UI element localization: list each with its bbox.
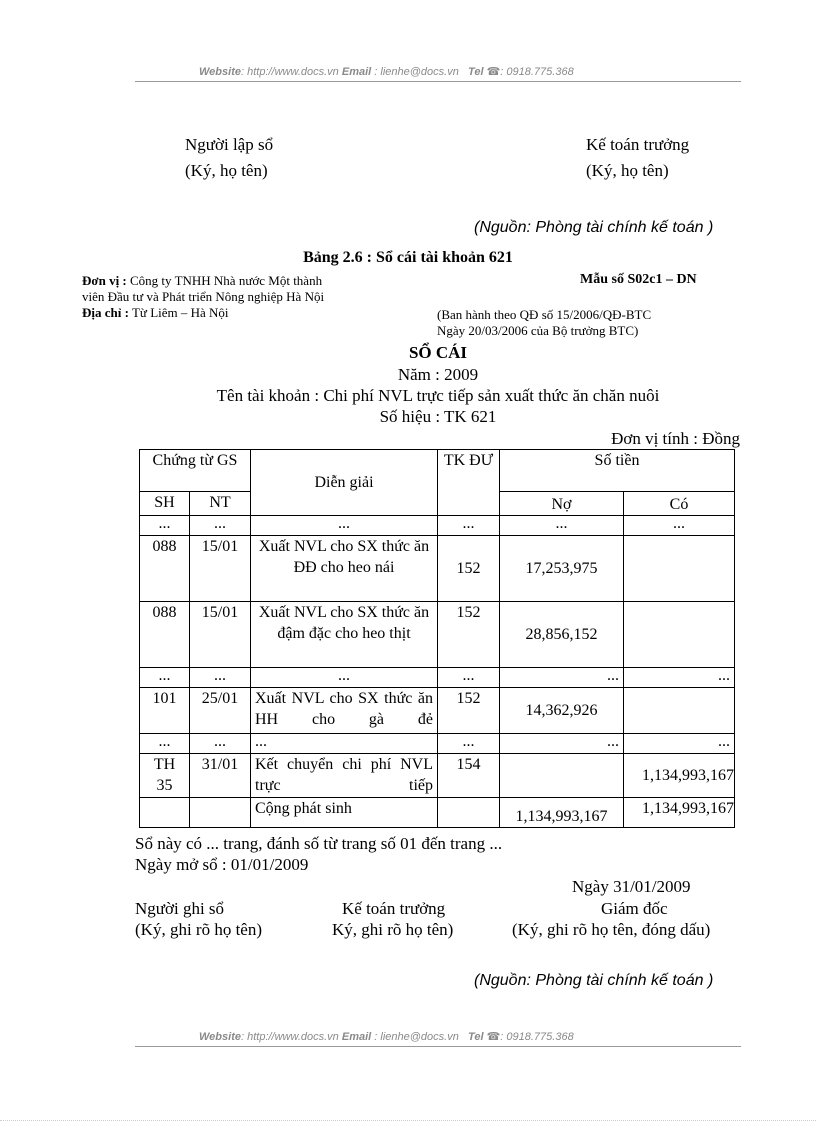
phone-icon: ☎: [486, 66, 501, 78]
header-sh: SH: [140, 492, 190, 516]
cell-tk: 152: [438, 536, 500, 602]
source-note: (Nguồn: Phòng tài chính kế toán ): [474, 219, 714, 236]
table-row: [140, 668, 735, 688]
cell-debit: 17,253,975: [500, 536, 624, 602]
cell-debit: [500, 754, 624, 798]
sign-date: Ngày 31/01/2009: [572, 877, 691, 896]
top-left-sign-note: (Ký, họ tên): [185, 161, 268, 180]
table-row: [140, 602, 735, 668]
cell-nt: 25/01: [190, 688, 251, 734]
phone-icon: ☎: [486, 1031, 501, 1043]
cell-tk: ...: [438, 668, 500, 688]
tel-label: Tel: [468, 66, 484, 78]
header-nt: NT: [190, 492, 251, 516]
top-right-sign-title: Kế toán trưởng: [586, 135, 690, 154]
cell-credit: ...: [624, 668, 735, 688]
cell-desc: Xuất NVL cho SX thức ăn ĐĐ cho heo nái: [251, 536, 438, 602]
cell-debit: 1,134,993,167: [500, 798, 624, 828]
tel-value: : 0918.775.368: [500, 1031, 574, 1043]
page-header: [199, 65, 574, 78]
form-code: Mẫu số S02c1 – DN: [580, 272, 697, 287]
cell-tk: ...: [438, 734, 500, 754]
cell-debit: 14,362,926: [500, 688, 624, 734]
cell-desc: ...: [251, 668, 438, 688]
cell-credit: [624, 536, 735, 602]
cell-debit: 28,856,152: [500, 602, 624, 668]
cell-nt: 31/01: [190, 754, 251, 798]
cell-sh: 088: [140, 602, 190, 668]
table-row: [140, 734, 735, 754]
cell-nt: 15/01: [190, 602, 251, 668]
table-total-row: [140, 798, 735, 828]
cell-sh: TH 35: [140, 754, 190, 798]
cell-sh: [140, 798, 190, 828]
cell-sh: ...: [140, 734, 190, 754]
top-left-sign-title: Người lập sổ: [185, 135, 274, 154]
ledger-table: [139, 449, 735, 828]
header-credit: Có: [624, 492, 735, 516]
footer-rule: [135, 1046, 741, 1047]
website-url[interactable]: : http://www.docs.vn: [240, 1031, 339, 1043]
email-value[interactable]: : lienhe@docs.vn: [374, 66, 459, 78]
chief-title: Kế toán trưởng: [342, 899, 446, 918]
cell-desc: Xuất NVL cho SX thức ăn đậm đặc cho heo thịt: [251, 602, 438, 668]
cell-sh: 101: [140, 688, 190, 734]
unit-value-2: viên Đầu tư và Phát triển Nông nghiệp Hà Nội: [82, 289, 325, 304]
email-label: Email: [341, 1031, 372, 1043]
cell-tk: [438, 798, 500, 828]
recorder-note: (Ký, ghi rõ họ tên): [135, 920, 263, 939]
email-label: Email: [341, 66, 372, 78]
director-title: Giám đốc: [601, 899, 668, 918]
open-date: Ngày mở sổ : 01/01/2009: [135, 855, 309, 874]
cell-tk: ...: [438, 516, 500, 536]
currency-unit: Đơn vị tính : Đồng: [611, 429, 740, 448]
page-edge: [0, 1120, 816, 1121]
cell-desc: Xuất NVL cho SX thức ăn HH cho gà đẻ: [251, 688, 438, 734]
director-note: (Ký, ghi rõ họ tên, đóng dấu): [512, 920, 711, 939]
cell-nt: 15/01: [190, 536, 251, 602]
cell-credit: ...: [624, 734, 735, 754]
header-amount: Số tiền: [500, 450, 735, 492]
cell-tk: 154: [438, 754, 500, 798]
table-header-row: [140, 450, 735, 492]
cell-nt: ...: [190, 516, 251, 536]
cell-credit: [624, 602, 735, 668]
table-row: [140, 536, 735, 602]
pages-note: Sổ này có ... trang, đánh số từ trang số 01 đến trang ...: [135, 834, 503, 853]
cell-credit: 1,134,993,167: [624, 754, 735, 798]
cell-debit: ...: [500, 734, 624, 754]
cell-sh: 088: [140, 536, 190, 602]
cell-credit: [624, 688, 735, 734]
cell-desc: Cộng phát sinh: [251, 798, 438, 828]
ledger-year: Năm : 2009: [397, 365, 479, 384]
cell-sh: ...: [140, 668, 190, 688]
cell-debit: ...: [500, 668, 624, 688]
form-issued-1: (Ban hành theo QĐ số 15/2006/QĐ-BTC: [437, 307, 652, 322]
address-label: Địa chỉ :: [82, 305, 129, 320]
cell-tk: 152: [438, 602, 500, 668]
header-description: Diễn giải: [251, 450, 438, 516]
header-debit: Nợ: [500, 492, 624, 516]
email-value[interactable]: : lienhe@docs.vn: [374, 1031, 459, 1043]
cell-desc: Kết chuyển chi phí NVL trực tiếp: [251, 754, 438, 798]
form-issued-2: Ngày 20/03/2006 của Bộ trưởng BTC): [437, 323, 639, 338]
table-row: [140, 754, 735, 798]
cell-desc: ...: [251, 516, 438, 536]
ledger-title: SỔ CÁI: [408, 343, 468, 362]
table-row: [140, 688, 735, 734]
cell-nt: ...: [190, 734, 251, 754]
cell-nt: ...: [190, 668, 251, 688]
page-footer: [199, 1030, 574, 1043]
tel-value: : 0918.775.368: [500, 66, 574, 78]
header-voucher: Chứng từ GS: [140, 450, 251, 492]
website-label: Website: [199, 1031, 241, 1043]
cell-sh: ...: [140, 516, 190, 536]
cell-debit: ...: [500, 516, 624, 536]
address-value: Từ Liêm – Hà Nội: [128, 305, 229, 320]
cell-credit: ...: [624, 516, 735, 536]
cell-credit: 1,134,993,167: [624, 798, 735, 828]
cell-nt: [190, 798, 251, 828]
cell-tk: 152: [438, 688, 500, 734]
recorder-title: Người ghi sổ: [135, 899, 225, 918]
account-number: Số hiệu : TK 621: [379, 407, 497, 426]
cell-desc: ...: [251, 734, 438, 754]
chief-note: Ký, ghi rõ họ tên): [332, 920, 454, 939]
table-title: Bảng 2.6 : Sổ cái tài khoản 621: [303, 249, 513, 266]
unit-value: Công ty TNHH Nhà nước Một thành: [126, 273, 323, 288]
source-note-bottom: (Nguồn: Phòng tài chính kế toán ): [474, 972, 714, 989]
header-rule: [135, 81, 741, 82]
table-row: [140, 516, 735, 536]
top-right-sign-note: (Ký, họ tên): [586, 161, 669, 180]
header-tk-du: TK ĐƯ: [438, 450, 500, 516]
unit-info: [82, 273, 402, 321]
website-label: Website: [199, 66, 241, 78]
account-name: Tên tài khoản : Chi phí NVL trực tiếp sản xuất thức ăn chăn nuôi: [216, 386, 660, 405]
tel-label: Tel: [468, 1031, 484, 1043]
website-url[interactable]: : http://www.docs.vn: [240, 66, 339, 78]
unit-label: Đơn vị :: [82, 273, 127, 288]
